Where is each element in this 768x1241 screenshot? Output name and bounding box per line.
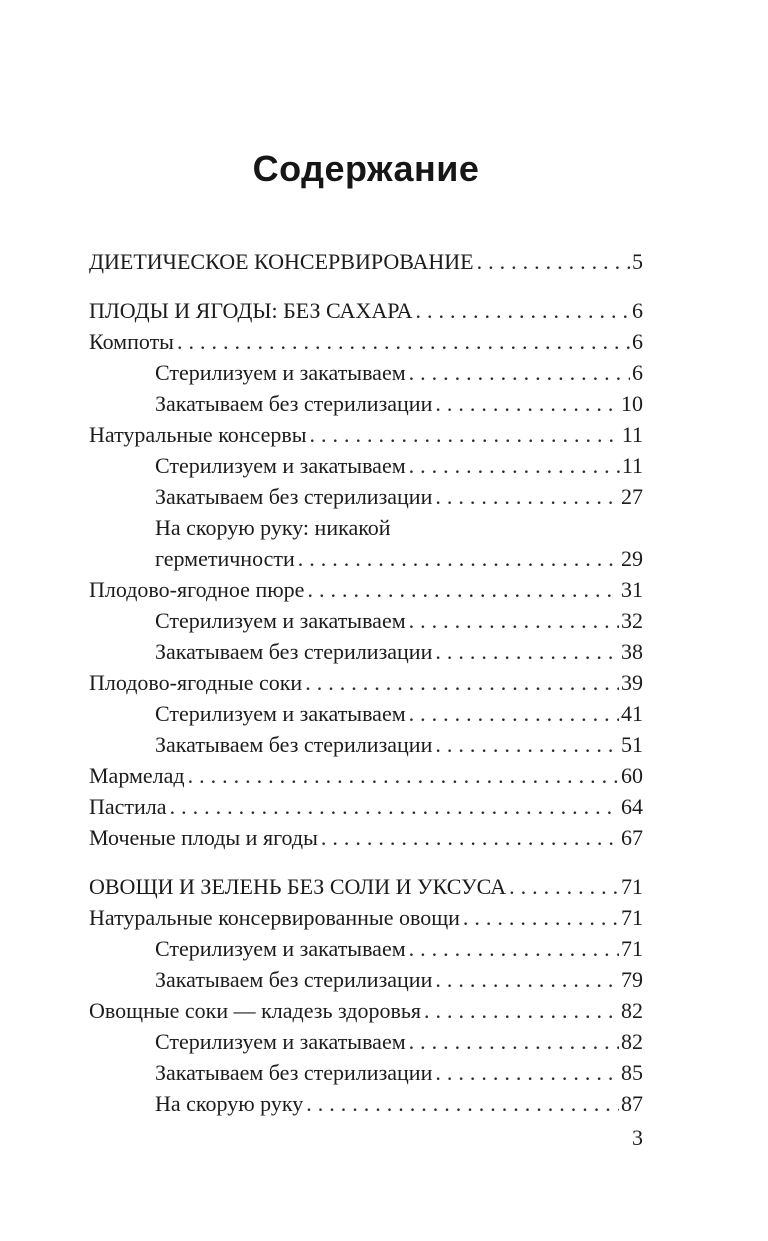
toc-row [89,543,643,574]
toc-entry-label: Натуральные консервы [89,422,307,447]
toc-page-number: 31 [621,577,643,602]
toc-dot-leader [424,995,619,1026]
toc-entry-label: Плодово-ягодные соки [89,670,303,695]
toc-list [89,246,643,1119]
toc-entry-label: Овощные соки — кладезь здоровья [89,998,422,1023]
toc-page-number: 38 [621,639,643,664]
toc-page-number: 79 [621,967,643,992]
toc-row [89,1057,643,1088]
toc-dot-leader [321,822,619,853]
toc-page-number: 6 [632,329,643,354]
toc-entry-label: Плодово-ягодное пюре [89,577,305,602]
toc-dot-leader [435,481,619,512]
toc-page-number: 85 [621,1060,643,1085]
toc-dot-leader [509,871,619,902]
toc-page-number: 10 [621,391,643,416]
toc-page-number: 71 [621,936,643,961]
toc-row [89,1026,643,1057]
toc-entry-label: Стерилизуем и закатываем [155,701,406,726]
toc-page-number: 27 [621,484,643,509]
page-title: Содержание [252,148,480,189]
toc-dot-leader [310,419,620,450]
toc-entry-label: Стерилизуем и закатываем [155,453,406,478]
toc-dot-leader [170,791,619,822]
toc-entry-label: ПЛОДЫ И ЯГОДЫ: БЕЗ САХАРА [89,298,413,323]
toc-page-number: 11 [621,453,643,478]
toc-page-number: 6 [632,298,643,323]
toc-row [89,933,643,964]
toc-entry-label: На скорую руку [155,1091,304,1116]
toc-dot-leader [307,574,619,605]
toc-dot-leader [177,326,630,357]
toc-row [89,729,643,760]
toc-dot-leader [188,760,619,791]
toc-entry-label: Натуральные консервированные овощи [89,905,460,930]
toc-row [89,791,643,822]
toc-row [89,871,643,902]
toc-entry-label: Стерилизуем и закатываем [155,360,406,385]
toc-page-number: 87 [621,1091,643,1116]
toc-page-number: 11 [621,422,643,447]
toc-page-number: 71 [621,874,643,899]
toc-dot-leader [463,902,619,933]
toc-entry-label: Стерилизуем и закатываем [155,936,406,961]
toc-page-number: 29 [621,546,643,571]
toc-dot-leader [409,933,619,964]
toc-dot-leader [409,698,619,729]
toc-row [89,295,643,326]
toc-entry-label: Закатываем без стерилизации [155,732,433,757]
toc-entry-label: Закатываем без стерилизации [155,967,433,992]
toc-page-number: 82 [621,998,643,1023]
toc-row [89,636,643,667]
toc-entry-label: герметичности [155,546,295,571]
toc-row [89,902,643,933]
toc-row [89,326,643,357]
toc-row [89,574,643,605]
toc-dot-leader [435,636,619,667]
toc-dot-leader [409,450,620,481]
toc-row [89,995,643,1026]
toc-page-number: 64 [621,794,643,819]
toc-entry-label: Компоты [89,329,174,354]
toc-row [89,964,643,995]
toc-dot-leader [306,1088,619,1119]
toc-page-number: 71 [621,905,643,930]
toc-row [89,481,643,512]
toc-row [89,450,643,481]
toc-row [89,760,643,791]
toc-entry-label: ДИЕТИЧЕСКОЕ КОНСЕРВИРОВАНИЕ [89,249,474,274]
toc-page-number: 60 [621,763,643,788]
toc-row [89,512,643,543]
toc-row [89,822,643,853]
toc-entry-label: ОВОЩИ И ЗЕЛЕНЬ БЕЗ СОЛИ И УКСУСА [89,874,507,899]
toc-page-number: 82 [621,1029,643,1054]
toc-page-number: 5 [632,249,643,274]
toc-row [89,605,643,636]
toc-row [89,419,643,450]
toc-dot-leader [409,605,619,636]
toc-page-number: 32 [621,608,643,633]
toc-dot-leader [416,295,630,326]
toc-row [89,667,643,698]
toc-entry-label: Мармелад [89,763,185,788]
toc-row [89,698,643,729]
toc-page-number: 39 [621,670,643,695]
toc-dot-leader [435,729,619,760]
toc-page-number: 41 [621,701,643,726]
toc-page-number: 51 [621,732,643,757]
toc-dot-leader [409,357,630,388]
toc-entry-label: Моченые плоды и ягоды [89,825,318,850]
toc-entry-label: На скорую руку: никакой [155,515,391,540]
toc-dot-leader [435,388,619,419]
toc-entry-label: Стерилизуем и закатываем [155,1029,406,1054]
toc-entry-label: Пастила [89,794,167,819]
toc-dot-leader [435,1057,619,1088]
toc-row [89,246,643,277]
toc-dot-leader [477,246,630,277]
toc-row [89,357,643,388]
toc-dot-leader [305,667,619,698]
toc-entry-label: Закатываем без стерилизации [155,484,433,509]
toc-dot-leader [298,543,619,574]
toc-row [89,388,643,419]
page-number-footer: 3 [632,1125,643,1150]
toc-entry-label: Закатываем без стерилизации [155,639,433,664]
toc-entry-label: Закатываем без стерилизации [155,1060,433,1085]
toc-row [89,1088,643,1119]
toc-page-number: 6 [632,360,643,385]
toc-dot-leader [435,964,619,995]
toc-entry-label: Стерилизуем и закатываем [155,608,406,633]
toc-entry-label: Закатываем без стерилизации [155,391,433,416]
toc-page-number: 67 [621,825,643,850]
toc-dot-leader [409,1026,619,1057]
